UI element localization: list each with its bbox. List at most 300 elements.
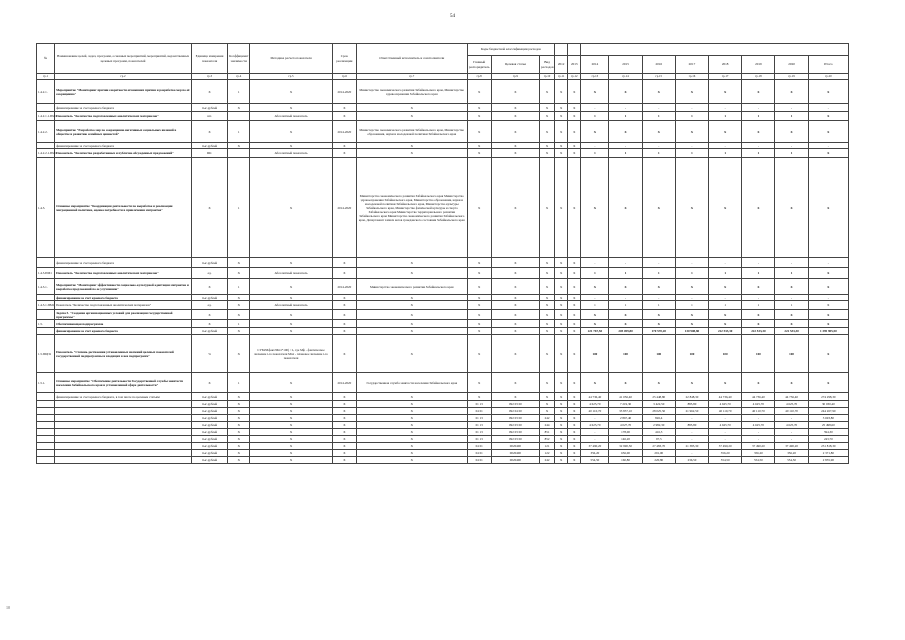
row-value: X bbox=[775, 279, 808, 295]
row-name: финансирование за счет краевого бюджета bbox=[55, 328, 192, 335]
column-index: гр.10 bbox=[540, 74, 555, 80]
program-table-wrapper bbox=[36, 43, 849, 464]
table-row bbox=[37, 279, 849, 295]
row-term: X bbox=[332, 104, 356, 112]
row-responsible: X bbox=[356, 268, 467, 279]
row-target-item: X bbox=[491, 279, 539, 295]
row-value: - bbox=[581, 436, 609, 443]
row-method: Абсолютный показатель bbox=[250, 301, 333, 310]
row-unit: X bbox=[191, 121, 227, 143]
header-blank bbox=[555, 44, 568, 56]
row-target-item: 0020400 bbox=[491, 450, 539, 457]
row-value: 1 bbox=[675, 112, 708, 121]
row-value: - bbox=[609, 143, 642, 149]
row-value: X bbox=[581, 373, 609, 393]
row-number bbox=[37, 457, 55, 464]
row-responsible: X bbox=[356, 335, 467, 373]
row-name bbox=[55, 457, 192, 464]
row-value: - bbox=[709, 429, 742, 436]
row-unit: тыс.рублей bbox=[191, 401, 227, 408]
row-name: Мероприятие "Разработка мер по сокращению негативных социальных явлений в обществе и развитию семейных ценностей" bbox=[55, 121, 192, 143]
row-target-item: 092 03 00 bbox=[491, 422, 539, 429]
row-responsible: X bbox=[356, 393, 467, 401]
row-term: X bbox=[332, 112, 356, 121]
row-term: X bbox=[332, 143, 356, 149]
row-value: X bbox=[581, 121, 609, 143]
row-value: 1 bbox=[675, 301, 708, 310]
row-value: 4 625,70 bbox=[742, 422, 775, 429]
row-coef: 1 bbox=[228, 80, 250, 104]
row-value: - bbox=[675, 258, 708, 268]
row-coef bbox=[228, 112, 250, 121]
row-method: X bbox=[250, 457, 333, 464]
row-value: X bbox=[642, 279, 675, 295]
row-method: X bbox=[250, 143, 333, 149]
column-index: гр.1 bbox=[37, 74, 55, 80]
row-term: X bbox=[332, 258, 356, 268]
row-expense-type: X bbox=[540, 301, 555, 310]
row-name bbox=[55, 415, 192, 422]
row-target-item: 092 03 00 bbox=[491, 415, 539, 422]
row-term: 2014-2020 bbox=[332, 279, 356, 295]
row-responsible: X bbox=[356, 429, 467, 436]
row-value: 1 bbox=[609, 301, 642, 310]
row-value: X bbox=[675, 320, 708, 328]
header-method: Методика расчета показателя bbox=[250, 44, 333, 74]
header-year: 2017 bbox=[675, 56, 708, 74]
row-coef: X bbox=[228, 436, 250, 443]
row-method: Абсолютный показатель bbox=[250, 268, 333, 279]
row-method: СУМ/Мфакт/Мпл*100) / L, где Мф - фактическое значение i-го показателя Мпл - плановое значение i-го показателя bbox=[250, 335, 333, 373]
row-value: 231 818,30 bbox=[808, 443, 848, 450]
row-target-item: X bbox=[491, 295, 539, 301]
column-index: гр.11 bbox=[555, 74, 568, 80]
row-value: 1 bbox=[709, 268, 742, 279]
row-target-item: X bbox=[491, 335, 539, 373]
row-number bbox=[37, 436, 55, 443]
row-method: Абсолютный показатель bbox=[250, 149, 333, 158]
row-chief-manager: X bbox=[467, 310, 491, 320]
row-value: 205 059,80 bbox=[609, 328, 642, 335]
column-index: гр.18 bbox=[742, 74, 775, 80]
row-term: X bbox=[332, 422, 356, 429]
header-code-col: Главный распорядитель bbox=[467, 56, 491, 74]
row-value: - bbox=[775, 104, 808, 112]
row-value: X bbox=[581, 310, 609, 320]
row-year-2013: X bbox=[568, 408, 581, 415]
row-value: X bbox=[808, 279, 848, 295]
row-number bbox=[37, 258, 55, 268]
row-unit: X bbox=[191, 279, 227, 295]
row-unit: Шт. bbox=[191, 149, 227, 158]
row-chief-manager: 04 01 bbox=[467, 457, 491, 464]
column-index: гр.19 bbox=[775, 74, 808, 80]
row-name: Обеспечивающая подпрограмма bbox=[55, 320, 192, 328]
row-year-2012: X bbox=[555, 104, 568, 112]
row-value: X bbox=[742, 320, 775, 328]
table-row bbox=[37, 121, 849, 143]
row-method: X bbox=[250, 104, 333, 112]
row-expense-type: X bbox=[540, 373, 555, 393]
row-value: X bbox=[808, 80, 848, 104]
row-value: X bbox=[709, 279, 742, 295]
row-value: - bbox=[775, 295, 808, 301]
row-value: - bbox=[581, 415, 609, 422]
row-term: X bbox=[332, 320, 356, 328]
row-value: 594,30 bbox=[808, 429, 848, 436]
row-year-2013: X bbox=[568, 335, 581, 373]
row-number: 1.4.3.1. bbox=[37, 279, 55, 295]
row-value: 1 bbox=[581, 268, 609, 279]
row-value: - bbox=[808, 104, 848, 112]
header-year: 2018 bbox=[709, 56, 742, 74]
row-expense-type: X bbox=[540, 279, 555, 295]
row-value: X bbox=[808, 301, 848, 310]
row-value: - bbox=[775, 258, 808, 268]
row-target-item: 0020400 bbox=[491, 457, 539, 464]
row-year-2012: X bbox=[555, 310, 568, 320]
column-index: гр.5 bbox=[250, 74, 333, 80]
row-expense-type: X bbox=[540, 320, 555, 328]
row-year-2012: X bbox=[555, 393, 568, 401]
row-target-item: 092 04 00 bbox=[491, 408, 539, 415]
row-target-item: X bbox=[491, 310, 539, 320]
row-value: 554,50 bbox=[742, 457, 775, 464]
row-unit: X bbox=[191, 373, 227, 393]
row-coef: X bbox=[228, 450, 250, 457]
row-expense-type: X bbox=[540, 335, 555, 373]
row-value: X bbox=[775, 158, 808, 258]
row-name: финансирование за счет краевого бюджета, в том числе по целевым статьям: bbox=[55, 393, 192, 401]
row-expense-type: X bbox=[540, 121, 555, 143]
row-value: X bbox=[581, 158, 609, 258]
header-blank bbox=[568, 44, 581, 56]
row-coef: X bbox=[228, 401, 250, 408]
row-chief-manager: 01 13 bbox=[467, 415, 491, 422]
row-method: X bbox=[250, 422, 333, 429]
row-year-2013: X bbox=[568, 112, 581, 121]
row-term: 2014-2020 bbox=[332, 373, 356, 393]
row-expense-type: X bbox=[540, 401, 555, 408]
table-row bbox=[37, 112, 849, 121]
table-row bbox=[37, 335, 849, 373]
row-value: 885,80 bbox=[675, 422, 708, 429]
row-name: Показатель "Количество разработанных и публично обсужденных предложений" bbox=[55, 149, 192, 158]
row-unit: тыс.рублей bbox=[191, 429, 227, 436]
row-value: 826,4 bbox=[642, 415, 675, 422]
row-coef: 1 bbox=[228, 373, 250, 393]
row-expense-type: 852 bbox=[540, 436, 555, 443]
row-chief-manager: X bbox=[467, 335, 491, 373]
row-name: Задача 5. "Создание организационных условий для реализации государственной программы" bbox=[55, 310, 192, 320]
row-chief-manager: X bbox=[467, 373, 491, 393]
row-name: Основное мероприятие "Координация деятельности по выработке и реализации миграционной политики, оценка потребности в привлечении мигрантов" bbox=[55, 158, 192, 258]
row-value: 27 483,70 bbox=[642, 443, 675, 450]
row-value: X bbox=[642, 320, 675, 328]
row-value: 146,20 bbox=[609, 436, 642, 443]
row-term: X bbox=[332, 301, 356, 310]
row-term: X bbox=[332, 457, 356, 464]
row-value: 170 570,20 bbox=[642, 328, 675, 335]
row-expense-type: 242 bbox=[540, 457, 555, 464]
column-index: гр.8 bbox=[467, 74, 491, 80]
row-year-2012: X bbox=[555, 401, 568, 408]
header-term: Срок реализации bbox=[332, 44, 356, 74]
row-value: 356,20 bbox=[581, 450, 609, 457]
row-chief-manager: 04 01 bbox=[467, 443, 491, 450]
row-chief-manager: X bbox=[467, 149, 491, 158]
row-value: X bbox=[675, 158, 708, 258]
table-row bbox=[37, 457, 849, 464]
row-coef: X bbox=[228, 393, 250, 401]
row-year-2012: X bbox=[555, 295, 568, 301]
row-value: - bbox=[808, 295, 848, 301]
row-value: 3 693,80 bbox=[808, 415, 848, 422]
row-responsible: X bbox=[356, 408, 467, 415]
row-value: X bbox=[642, 373, 675, 393]
row-unit: тыс.рублей bbox=[191, 408, 227, 415]
row-coef: X bbox=[228, 443, 250, 450]
row-coef bbox=[228, 149, 250, 158]
row-year-2013: X bbox=[568, 436, 581, 443]
row-value: - bbox=[709, 104, 742, 112]
row-number: 1.5.1. bbox=[37, 373, 55, 393]
row-value: - bbox=[642, 104, 675, 112]
row-value: 1 bbox=[709, 149, 742, 158]
row-method: X bbox=[250, 279, 333, 295]
row-term: X bbox=[332, 393, 356, 401]
row-value: 222 533,30 bbox=[742, 328, 775, 335]
row-name: финансирование за счет краевого бюджета bbox=[55, 295, 192, 301]
row-value: 100 bbox=[609, 335, 642, 373]
row-year-2012: X bbox=[555, 268, 568, 279]
column-index: гр.13 bbox=[581, 74, 609, 80]
row-value: X bbox=[775, 121, 808, 143]
row-responsible: X bbox=[356, 143, 467, 149]
row-value: 274 298,30 bbox=[808, 393, 848, 401]
row-value: X bbox=[709, 121, 742, 143]
row-number: 1.5. bbox=[37, 320, 55, 328]
row-target-item: X bbox=[491, 373, 539, 393]
column-index: гр.7 bbox=[356, 74, 467, 80]
row-year-2012: X bbox=[555, 443, 568, 450]
row-responsible: X bbox=[356, 415, 467, 422]
row-value: - bbox=[581, 295, 609, 301]
row-value: 37 490,20 bbox=[709, 443, 742, 450]
row-number: 1.4.3. bbox=[37, 158, 55, 258]
row-value: - bbox=[742, 143, 775, 149]
column-index: гр.15 bbox=[642, 74, 675, 80]
row-value: 97,5 bbox=[642, 436, 675, 443]
row-value: X bbox=[808, 335, 848, 373]
row-term: X bbox=[332, 415, 356, 422]
row-value: X bbox=[775, 310, 808, 320]
row-name bbox=[55, 443, 192, 450]
row-responsible: Министерство экономического развития Забайкальского края, Министерство образования, науки и молодежной политики Забайкальского края bbox=[356, 121, 467, 143]
row-value: - bbox=[709, 258, 742, 268]
header-code-col: Вид расходов bbox=[540, 56, 555, 74]
column-index: гр.20 bbox=[808, 74, 848, 80]
row-term: X bbox=[332, 429, 356, 436]
row-name bbox=[55, 436, 192, 443]
row-coef: X bbox=[228, 335, 250, 373]
row-value: 554,50 bbox=[709, 457, 742, 464]
table-header bbox=[37, 44, 849, 80]
row-value: 100 bbox=[709, 335, 742, 373]
row-coef: X bbox=[228, 295, 250, 301]
row-year-2012: X bbox=[555, 408, 568, 415]
row-year-2012: X bbox=[555, 258, 568, 268]
row-method: X bbox=[250, 328, 333, 335]
row-expense-type: X bbox=[540, 80, 555, 104]
column-index: гр.4 bbox=[228, 74, 250, 80]
row-value: 4 625,70 bbox=[581, 422, 609, 429]
row-value: X bbox=[742, 80, 775, 104]
row-value: - bbox=[675, 104, 708, 112]
table-row bbox=[37, 373, 849, 393]
row-value: 222 533,30 bbox=[709, 328, 742, 335]
row-value: 100 bbox=[775, 335, 808, 373]
row-value: 1 395 905,50 bbox=[808, 328, 848, 335]
row-year-2013: X bbox=[568, 80, 581, 104]
row-chief-manager: 01 13 bbox=[467, 422, 491, 429]
row-value: 40 110,70 bbox=[709, 408, 742, 415]
row-value: 1 bbox=[642, 268, 675, 279]
row-coef: X bbox=[228, 310, 250, 320]
table-row bbox=[37, 301, 849, 310]
row-number bbox=[37, 104, 55, 112]
row-year-2012: X bbox=[555, 320, 568, 328]
row-value: X bbox=[709, 80, 742, 104]
row-value: 656,00 bbox=[609, 450, 642, 457]
row-value: 160,80 bbox=[609, 457, 642, 464]
row-unit: тыс.рублей bbox=[191, 328, 227, 335]
row-target-item: X bbox=[491, 149, 539, 158]
row-value: X bbox=[742, 279, 775, 295]
row-value: 2 371,80 bbox=[808, 450, 848, 457]
row-value: X bbox=[709, 310, 742, 320]
row-value: 244 267,90 bbox=[808, 408, 848, 415]
row-value: X bbox=[808, 112, 848, 121]
row-year-2013: X bbox=[568, 457, 581, 464]
row-number: 1.4.3.1.ПМ1 bbox=[37, 301, 55, 310]
row-value: - bbox=[642, 143, 675, 149]
row-target-item: X bbox=[491, 112, 539, 121]
row-value: X bbox=[742, 121, 775, 143]
row-year-2012: X bbox=[555, 457, 568, 464]
row-value: - bbox=[675, 415, 708, 422]
row-unit: X bbox=[191, 80, 227, 104]
row-responsible: X bbox=[356, 112, 467, 121]
row-value: - bbox=[775, 429, 808, 436]
margin-mark: 10 bbox=[6, 605, 10, 610]
row-chief-manager: 01 13 bbox=[467, 436, 491, 443]
row-value: 41 056,40 bbox=[609, 393, 642, 401]
row-value: X bbox=[675, 121, 708, 143]
row-value: X bbox=[609, 310, 642, 320]
row-value: X bbox=[775, 320, 808, 328]
row-term: 2014-2020 bbox=[332, 121, 356, 143]
row-value: 4 625,70 bbox=[742, 401, 775, 408]
row-expense-type: 242 bbox=[540, 415, 555, 422]
row-value: 25 498,60 bbox=[808, 422, 848, 429]
row-target-item: X bbox=[491, 143, 539, 149]
row-year-2012: X bbox=[555, 415, 568, 422]
row-chief-manager: X bbox=[467, 320, 491, 328]
row-chief-manager: X bbox=[467, 104, 491, 112]
row-responsible: X bbox=[356, 310, 467, 320]
row-year-2013: X bbox=[568, 121, 581, 143]
row-expense-type: 121 bbox=[540, 443, 555, 450]
row-method: X bbox=[250, 295, 333, 301]
row-value: 100 bbox=[742, 335, 775, 373]
row-term: 2014-2020 bbox=[332, 80, 356, 104]
row-coef: X bbox=[228, 301, 250, 310]
row-method: X bbox=[250, 320, 333, 328]
table-row bbox=[37, 320, 849, 328]
row-value: - bbox=[808, 258, 848, 268]
row-value: X bbox=[808, 268, 848, 279]
row-value: 37 490,20 bbox=[742, 443, 775, 450]
row-value: 44 736,40 bbox=[742, 393, 775, 401]
row-value: 416,3 bbox=[642, 429, 675, 436]
row-chief-manager: X bbox=[467, 328, 491, 335]
program-table bbox=[36, 43, 849, 464]
row-value: 291,00 bbox=[642, 450, 675, 457]
row-value: 356,20 bbox=[742, 450, 775, 457]
row-unit: шт. bbox=[191, 112, 227, 121]
row-value: X bbox=[709, 373, 742, 393]
row-name: Мероприятие "Мониторинг причин секретности её внешних причин и разработка мер по её сокращению" bbox=[55, 80, 192, 104]
row-value: - bbox=[675, 143, 708, 149]
row-unit: тыс.рублей bbox=[191, 422, 227, 429]
row-expense-type: X bbox=[540, 268, 555, 279]
header-codes: Коды бюджетной классификации расходов bbox=[467, 44, 555, 56]
table-row bbox=[37, 401, 849, 408]
row-expense-type: X bbox=[540, 328, 555, 335]
row-method: X bbox=[250, 393, 333, 401]
row-value: - bbox=[742, 258, 775, 268]
column-index: гр.9 bbox=[491, 74, 539, 80]
row-value: 25 448,80 bbox=[642, 393, 675, 401]
row-value: 1 bbox=[775, 268, 808, 279]
row-responsible: X bbox=[356, 401, 467, 408]
row-method: X bbox=[250, 443, 333, 450]
header-year: 2015 bbox=[609, 56, 642, 74]
row-chief-manager: X bbox=[467, 301, 491, 310]
row-target-item: X bbox=[491, 320, 539, 328]
row-responsible: X bbox=[356, 149, 467, 158]
row-term: X bbox=[332, 443, 356, 450]
row-chief-manager: 01 13 bbox=[467, 401, 491, 408]
row-expense-type: 244 bbox=[540, 422, 555, 429]
row-value: 4 625,70 bbox=[775, 422, 808, 429]
row-value: 21 385,30 bbox=[675, 443, 708, 450]
row-value: - bbox=[709, 415, 742, 422]
row-value: 356,20 bbox=[709, 450, 742, 457]
row-year-2013: X bbox=[568, 320, 581, 328]
row-value: 33 837,10 bbox=[609, 408, 642, 415]
row-value: 236,50 bbox=[675, 457, 708, 464]
row-year-2013: X bbox=[568, 415, 581, 422]
row-responsible: X bbox=[356, 436, 467, 443]
row-name: финансирование за счет краевого бюджета bbox=[55, 258, 192, 268]
row-name bbox=[55, 422, 192, 429]
row-expense-type: X bbox=[540, 149, 555, 158]
row-expense-type: X bbox=[540, 143, 555, 149]
row-value: 22 848,30 bbox=[675, 393, 708, 401]
row-value: X bbox=[609, 373, 642, 393]
